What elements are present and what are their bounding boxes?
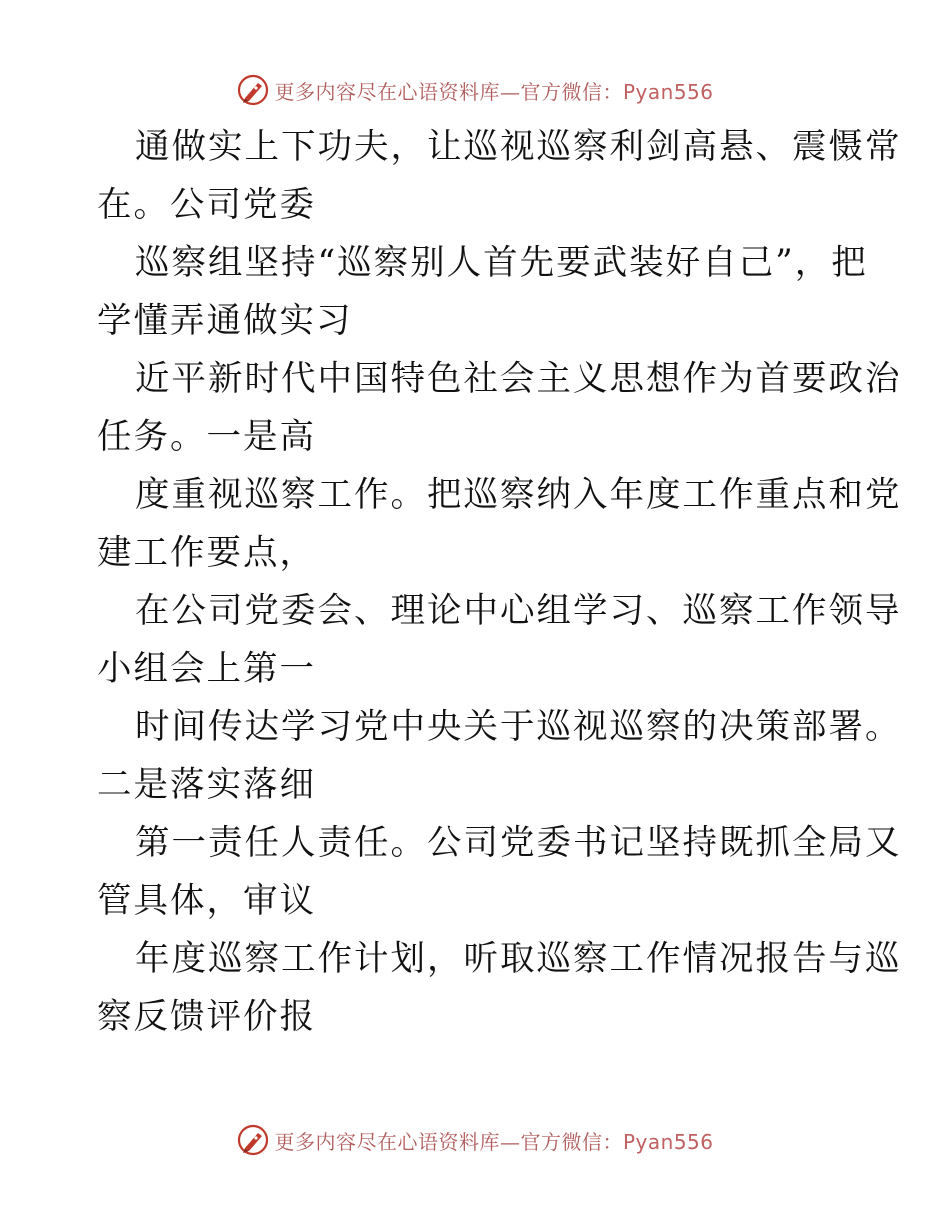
- footer-watermark-id: Pyan556: [622, 1129, 714, 1154]
- pen-nib-logo-icon: [236, 73, 270, 107]
- paragraph: [97, 118, 902, 234]
- paragraph-line: 巡察组坚持“巡察别人首先要武装好自己”，把: [135, 243, 868, 283]
- paragraph-line: 在。公司党委: [97, 185, 316, 225]
- paragraph-line: 年度巡察工作计划，听取巡察工作情况报告与巡: [135, 939, 902, 979]
- paragraph-line: 第一责任人责任。公司党委书记坚持既抓全局又: [135, 823, 902, 863]
- paragraph-line: 管具体，审议: [97, 881, 316, 921]
- header-watermark-id: Pyan556: [622, 79, 714, 104]
- pen-nib-logo-icon: [236, 1123, 270, 1157]
- paragraph-line: 学懂弄通做实习: [97, 301, 353, 341]
- paragraph: [97, 582, 902, 698]
- paragraph-line: 在公司党委会、理论中心组学习、巡察工作领导: [135, 591, 902, 631]
- paragraph-line: 度重视巡察工作。把巡察纳入年度工作重点和党: [135, 475, 902, 515]
- paragraph: [97, 698, 902, 814]
- header-watermark: [0, 70, 950, 110]
- paragraph-line: 近平新时代中国特色社会主义思想作为首要政治: [135, 359, 902, 399]
- paragraph: [97, 234, 868, 350]
- paragraph: [97, 814, 902, 930]
- paragraph: [97, 466, 902, 582]
- paragraph-line: 任务。一是高: [97, 417, 316, 457]
- paragraph-line: 小组会上第一: [97, 649, 316, 689]
- header-watermark-text: [274, 76, 713, 105]
- paragraph-line: 时间传达学习党中央关于巡视巡察的决策部署。: [135, 707, 902, 747]
- paragraph: [97, 350, 902, 466]
- paragraph: [97, 930, 902, 1046]
- paragraph-line: 察反馈评价报: [97, 997, 316, 1037]
- footer-watermark-text: [274, 1126, 713, 1155]
- paragraph-line: 通做实上下功夫，让巡视巡察利剑高悬、震慑常: [135, 127, 902, 167]
- header-watermark-label: 更多内容尽在心语资料库—官方微信：: [274, 79, 623, 104]
- document-body: [97, 118, 902, 1046]
- paragraph-line: 二是落实落细: [97, 765, 316, 805]
- footer-watermark: [0, 1120, 950, 1160]
- paragraph-line: 建工作要点，: [97, 533, 316, 573]
- footer-watermark-label: 更多内容尽在心语资料库—官方微信：: [274, 1129, 623, 1154]
